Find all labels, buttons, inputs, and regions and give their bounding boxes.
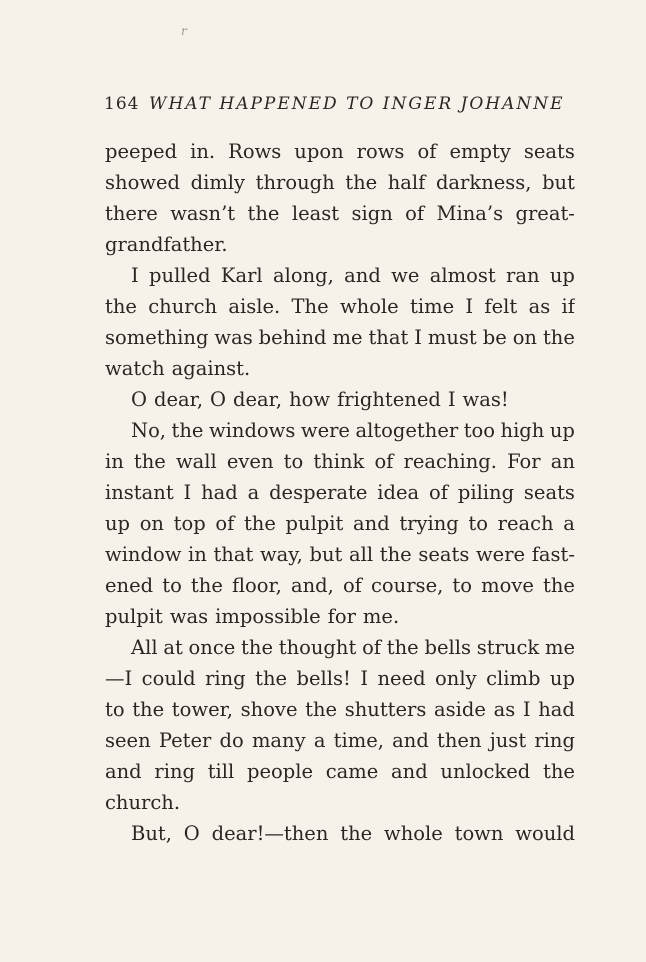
text-line: ened to the floor, and, of course, to move the bbox=[105, 574, 575, 597]
text-line: showed dimly through the half darkness, but bbox=[105, 171, 575, 194]
text-line: something was behind me that I must be on the bbox=[105, 326, 575, 349]
running-title: WHAT HAPPENED TO INGER JOHANNE bbox=[149, 94, 565, 114]
text-line: But, O dear!—then the whole town would bbox=[131, 822, 575, 845]
text-line: peeped in. Rows upon rows of empty seats bbox=[105, 140, 575, 163]
text-line: —I could ring the bells! I need only climb up bbox=[105, 667, 575, 690]
text-line: All at once the thought of the bells struck me bbox=[131, 636, 575, 659]
text-line: I pulled Karl along, and we almost ran up bbox=[131, 264, 575, 287]
text-line: seen Peter do many a time, and then just ring bbox=[105, 729, 575, 752]
page-number: 164 bbox=[104, 94, 140, 114]
text-line: in the wall even to think of reaching. For an bbox=[105, 450, 575, 473]
text-line: grandfather. bbox=[105, 233, 228, 256]
text-line: church. bbox=[105, 791, 181, 814]
text-line: watch against. bbox=[105, 357, 251, 380]
margin-mark: r bbox=[181, 24, 187, 38]
text-line: and ring till people came and unlocked the bbox=[105, 760, 575, 783]
text-line: there wasn’t the least sign of Mina’s great- bbox=[105, 202, 575, 225]
text-line: No, the windows were altogether too high up bbox=[131, 419, 575, 442]
text-line: window in that way, but all the seats were fast- bbox=[105, 543, 575, 566]
text-line: up on top of the pulpit and trying to reach a bbox=[105, 512, 575, 535]
text-line: to the tower, shove the shutters aside as I had bbox=[105, 698, 575, 721]
text-line: O dear, O dear, how frightened I was! bbox=[131, 388, 509, 411]
text-line: the church aisle. The whole time I felt as if bbox=[105, 295, 575, 318]
body-text bbox=[105, 136, 575, 849]
text-line: pulpit was impossible for me. bbox=[105, 605, 400, 628]
running-head bbox=[104, 94, 574, 118]
text-line: instant I had a desperate idea of piling seats bbox=[105, 481, 575, 504]
